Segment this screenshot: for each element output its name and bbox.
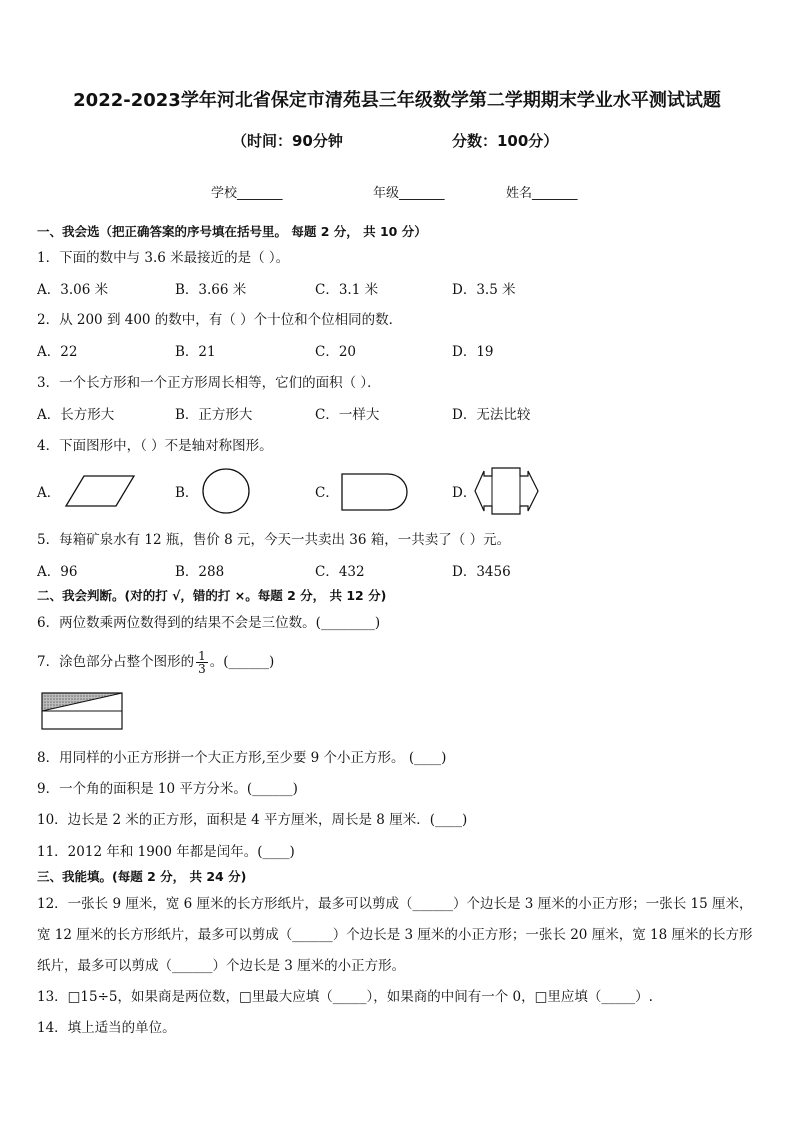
q1-option-a[interactable]: A．3.06 米 bbox=[37, 282, 109, 298]
q2-option-d[interactable]: D．19 bbox=[452, 344, 494, 360]
cross-arrow-shape bbox=[474, 466, 540, 516]
q5-option-b[interactable]: B．288 bbox=[175, 564, 225, 580]
question-12-line1: 12．一张长 9 厘米，宽 6 厘米的长方形纸片，最多可以剪成（______）个边长是 3 厘米的小正方形；一张长 15 厘米， bbox=[37, 896, 753, 912]
question-13: 13．□15÷5，如果商是两位数，□里最大应填（_____），如果商的中间有一个 0，□里应填（_____）. bbox=[37, 989, 653, 1005]
q5-option-a[interactable]: A．96 bbox=[37, 564, 78, 580]
exam-score: 分数：100分） bbox=[452, 132, 559, 150]
q2-option-a[interactable]: A．22 bbox=[37, 344, 78, 360]
circle-shape bbox=[201, 468, 251, 514]
q1-option-c[interactable]: C．3.1 米 bbox=[315, 282, 379, 298]
q3-option-b[interactable]: B．正方形大 bbox=[175, 407, 253, 423]
q4-option-c[interactable]: C． bbox=[315, 485, 339, 501]
q2-option-c[interactable]: C．20 bbox=[315, 344, 357, 360]
section1-heading: 一、我会选（把正确答案的序号填在括号里。 每题 2 分， 共 10 分） bbox=[37, 224, 427, 239]
q3-option-a[interactable]: A．长方形大 bbox=[37, 407, 115, 423]
question-4: 4．下面图形中，（ ）不是轴对称图形。 bbox=[37, 438, 273, 454]
q1-option-b[interactable]: B．3.66 米 bbox=[175, 282, 247, 298]
name-field[interactable]: 姓名_______ bbox=[506, 186, 578, 201]
q1-option-d[interactable]: D．3.5 米 bbox=[452, 282, 516, 298]
q4-option-a[interactable]: A． bbox=[37, 485, 61, 501]
question-6: 6．两位数乘两位数得到的结果不会是三位数。(________) bbox=[37, 615, 381, 631]
exam-time: （时间：90分钟 bbox=[232, 132, 343, 150]
q4-option-d[interactable]: D． bbox=[452, 485, 477, 501]
shaded-rectangle-figure bbox=[41, 692, 123, 730]
q2-option-b[interactable]: B．21 bbox=[175, 344, 216, 360]
fraction-one-third: $\frac{1}{3}$ bbox=[198, 649, 206, 676]
parallelogram-shape bbox=[66, 474, 136, 508]
question-5: 5．每箱矿泉水有 12 瓶，售价 8 元，今天一共卖出 36 箱，一共卖了（ ）元。 bbox=[37, 532, 511, 548]
school-field[interactable]: 学校_______ bbox=[211, 186, 283, 201]
question-12-line2: 宽 12 厘米的长方形纸片，最多可以剪成（______）个边长是 3 厘米的小正方形；一张长 20 厘米，宽 18 厘米的长方形 bbox=[37, 927, 753, 943]
section2-heading: 二、我会判断。(对的打 √，错的打 ×。每题 2 分， 共 12 分) bbox=[37, 588, 387, 603]
q3-option-d[interactable]: D．无法比较 bbox=[452, 407, 531, 423]
exam-title: 2022-2023学年河北省保定市清苑县三年级数学第二学期期末学业水平测试试题 bbox=[73, 90, 721, 111]
question-7 bbox=[37, 650, 274, 675]
q3-option-c[interactable]: C．一样大 bbox=[315, 407, 380, 423]
question-1: 1．下面的数中与 3.6 米最接近的是（ ）。 bbox=[37, 250, 290, 266]
question-12-line3: 纸片，最多可以剪成（______）个边长是 3 厘米的小正方形。 bbox=[37, 958, 406, 974]
grade-field[interactable]: 年级_______ bbox=[373, 186, 445, 201]
question-3: 3．一个长方形和一个正方形周长相等，它们的面积（ ）． bbox=[37, 375, 381, 391]
q4-option-b[interactable]: B． bbox=[175, 485, 199, 501]
q5-option-d[interactable]: D．3456 bbox=[452, 564, 511, 580]
rounded-rectangle-shape bbox=[340, 472, 410, 512]
q5-option-c[interactable]: C．432 bbox=[315, 564, 365, 580]
section3-heading: 三、我能填。(每题 2 分， 共 24 分) bbox=[37, 869, 247, 884]
question-2: 2．从 200 到 400 的数中，有（ ）个十位和个位相同的数． bbox=[37, 312, 403, 328]
q7-text: 7．涂色部分占整个图形的 bbox=[37, 654, 195, 670]
question-11: 11．2012 年和 1900 年都是闰年。(____) bbox=[37, 844, 295, 860]
q7-blank: 。(______) bbox=[209, 654, 275, 670]
question-8: 8．用同样的小正方形拼一个大正方形,至少要 9 个小正方形。 (____) bbox=[37, 750, 447, 766]
question-9: 9．一个角的面积是 10 平方分米。(______) bbox=[37, 781, 298, 797]
question-14: 14．填上适当的单位。 bbox=[37, 1020, 176, 1036]
question-10: 10．边长是 2 米的正方形，面积是 4 平方厘米，周长是 8 厘米．(____) bbox=[37, 812, 468, 828]
